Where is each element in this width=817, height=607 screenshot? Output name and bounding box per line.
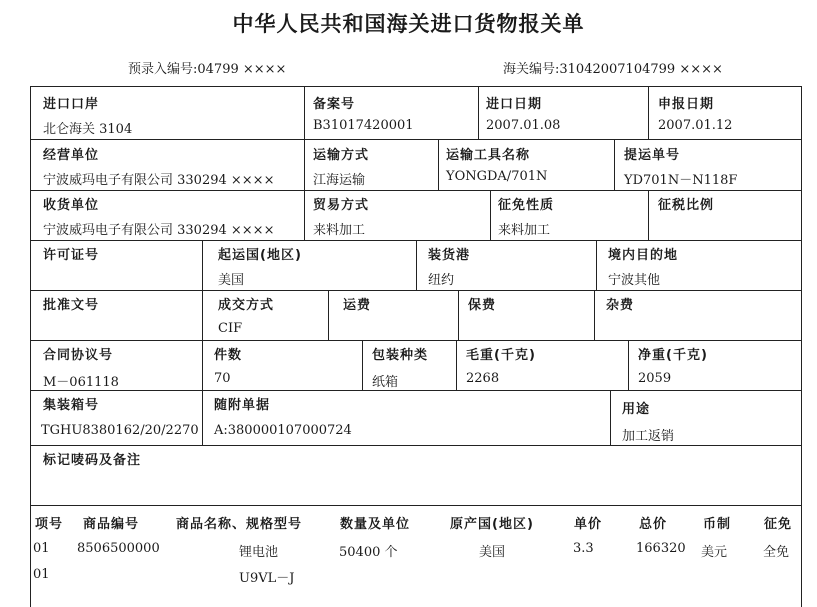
deal-mode-value: CIF xyxy=(218,321,243,336)
destination-value: 宁波其他 xyxy=(608,273,661,288)
goods-row1-quantity: 50400 个 xyxy=(339,545,398,560)
col-divider xyxy=(614,139,615,190)
preentry-number xyxy=(128,58,286,77)
preentry-value: 04799 ×××× xyxy=(197,62,287,77)
goods-header-name-spec: 商品名称、规格型号 xyxy=(176,517,303,532)
goods-row1-total-price: 166320 xyxy=(636,541,686,556)
vehicle-name-label: 运输工具名称 xyxy=(446,148,531,163)
col-divider xyxy=(594,290,595,340)
preentry-label: 预录入编号: xyxy=(128,62,198,77)
col-divider xyxy=(304,87,305,139)
col-divider xyxy=(202,240,203,290)
net-weight-value: 2059 xyxy=(638,371,672,386)
transport-mode-value: 江海运输 xyxy=(313,173,366,188)
goods-header-hs-code: 商品编号 xyxy=(83,517,140,532)
goods-header-item-no: 项号 xyxy=(35,517,64,532)
trade-mode-label: 贸易方式 xyxy=(313,198,370,213)
trade-mode-value: 来料加工 xyxy=(313,223,366,238)
col-divider xyxy=(610,390,611,445)
loading-port-value: 纽约 xyxy=(428,273,455,288)
operator-label: 经营单位 xyxy=(43,148,100,163)
row-divider xyxy=(31,290,801,291)
origin-country-label: 起运国(地区) xyxy=(218,248,302,263)
goods-row2-spec: U9VL－J xyxy=(239,571,295,586)
consignee-label: 收货单位 xyxy=(43,198,100,213)
declare-date-value: 2007.01.12 xyxy=(658,118,733,133)
destination-label: 境内目的地 xyxy=(608,248,679,263)
package-type-label: 包装种类 xyxy=(372,348,429,363)
loading-port-label: 装货港 xyxy=(428,248,471,263)
gross-weight-label: 毛重(千克) xyxy=(466,348,536,363)
row-divider xyxy=(31,390,801,391)
col-divider xyxy=(596,240,597,290)
goods-row1-name: 锂电池 xyxy=(239,545,279,560)
page-title: 中华人民共和国海关进口货物报关单 xyxy=(232,12,585,36)
import-port-value: 北仑海关 3104 xyxy=(43,122,133,137)
tax-ratio-label: 征税比例 xyxy=(658,198,715,213)
contract-number-value: M－061118 xyxy=(43,375,119,390)
col-divider xyxy=(648,190,649,240)
col-divider xyxy=(362,340,363,390)
goods-row1-exemption: 全免 xyxy=(763,545,790,560)
goods-header-unit-price: 单价 xyxy=(574,517,603,532)
customs-value: 31042007104799 ×××× xyxy=(559,62,723,77)
bill-number-label: 提运单号 xyxy=(624,148,681,163)
record-number-label: 备案号 xyxy=(313,97,356,112)
import-port-label: 进口口岸 xyxy=(43,97,100,112)
col-divider xyxy=(202,390,203,445)
freight-label: 运费 xyxy=(343,298,372,313)
misc-fee-label: 杂费 xyxy=(606,298,635,313)
col-divider xyxy=(648,87,649,139)
declaration-form xyxy=(30,86,802,607)
goods-header-currency: 币制 xyxy=(703,517,732,532)
col-divider xyxy=(628,340,629,390)
goods-header-quantity: 数量及单位 xyxy=(340,517,411,532)
pieces-value: 70 xyxy=(214,371,231,386)
col-divider xyxy=(304,190,305,240)
exemption-value: 来料加工 xyxy=(498,223,551,238)
goods-row1-unit-price: 3.3 xyxy=(573,541,594,556)
approval-number-label: 批准文号 xyxy=(43,298,100,313)
col-divider xyxy=(456,340,457,390)
operator-value: 宁波威玛电子有限公司 330294 ×××× xyxy=(43,173,275,188)
col-divider xyxy=(202,290,203,340)
goods-row1-item-no: 01 xyxy=(33,541,50,556)
col-divider xyxy=(478,87,479,139)
marks-remarks-label: 标记唛码及备注 xyxy=(43,453,142,468)
license-label: 许可证号 xyxy=(43,248,100,263)
declare-date-label: 申报日期 xyxy=(658,97,715,112)
goods-header-origin: 原产国(地区) xyxy=(450,517,534,532)
record-number-value: B31017420001 xyxy=(313,118,414,133)
contract-number-label: 合同协议号 xyxy=(43,348,114,363)
pieces-label: 件数 xyxy=(214,348,243,363)
col-divider xyxy=(438,139,439,190)
row-divider xyxy=(31,505,801,506)
col-divider xyxy=(458,290,459,340)
goods-row1-hs-code: 8506500000 xyxy=(77,541,160,556)
exemption-label: 征免性质 xyxy=(498,198,555,213)
col-divider xyxy=(328,290,329,340)
attached-docs-label: 随附单据 xyxy=(214,398,271,413)
attached-docs-value: A:380000107000724 xyxy=(214,423,352,438)
package-type-value: 纸箱 xyxy=(372,375,399,390)
gross-weight-value: 2268 xyxy=(466,371,500,386)
goods-row1-currency: 美元 xyxy=(701,545,728,560)
customs-number xyxy=(503,58,723,77)
customs-label: 海关编号: xyxy=(503,62,560,77)
row-divider xyxy=(31,139,801,140)
usage-label: 用途 xyxy=(622,402,651,417)
bill-number-value: YD701N－N118F xyxy=(624,173,738,188)
goods-header-exemption: 征免 xyxy=(764,517,793,532)
row-divider xyxy=(31,190,801,191)
row-divider xyxy=(31,340,801,341)
deal-mode-label: 成交方式 xyxy=(218,298,275,313)
import-date-label: 进口日期 xyxy=(486,97,543,112)
container-number-label: 集装箱号 xyxy=(43,398,100,413)
import-date-value: 2007.01.08 xyxy=(486,118,561,133)
goods-row1-origin: 美国 xyxy=(479,545,506,560)
net-weight-label: 净重(千克) xyxy=(638,348,708,363)
col-divider xyxy=(490,190,491,240)
container-number-value: TGHU8380162/20/2270 xyxy=(41,423,199,438)
col-divider xyxy=(202,340,203,390)
usage-value: 加工返销 xyxy=(622,429,675,444)
origin-country-value: 美国 xyxy=(218,273,245,288)
consignee-value: 宁波威玛电子有限公司 330294 ×××× xyxy=(43,223,275,238)
goods-row2-item-no: 01 xyxy=(33,567,50,582)
transport-mode-label: 运输方式 xyxy=(313,148,370,163)
col-divider xyxy=(304,139,305,190)
row-divider xyxy=(31,445,801,446)
insurance-label: 保费 xyxy=(468,298,497,313)
col-divider xyxy=(416,240,417,290)
goods-header-total-price: 总价 xyxy=(639,517,668,532)
vehicle-name-value: YONGDA/701N xyxy=(446,169,548,184)
